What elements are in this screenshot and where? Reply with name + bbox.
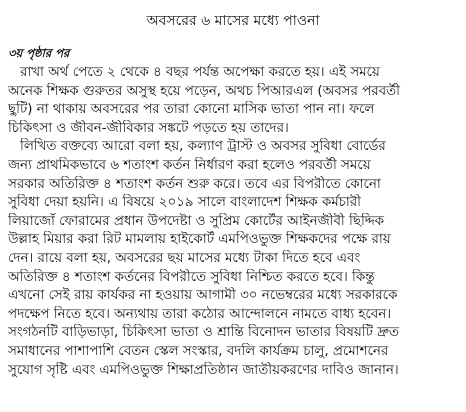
article-line: দেন। রায়ে বলা হয়, অবসরের ছয় মাসের মধ্যে টাকা দিতে হবে এবং — [8, 250, 361, 266]
article-line: চিকিৎসা ও জীবন-জীবিকার সঙ্কটে পড়তে হয় তাদের। — [8, 120, 289, 136]
article-line: এখনো সেই রায় কার্যকর না হওয়ায় আগামী ৩০ নভেম্বরের মধ্যে সরকারকে — [8, 288, 398, 304]
article-line: রাখা অর্থ পেতে ২ থেকে ৪ বছর পর্যন্ত অপেক্ষা করতে হয়। এই সময়ে — [20, 65, 380, 80]
article-line: অনেক শিক্ষক গুরুতর অসুস্থ হয়ে পড়েন, অথচ পিআরএল (অবসর পরবর্তী — [8, 83, 400, 99]
headline: অবসরের ৬ মাসের মধ্যে পাওনা — [146, 13, 320, 29]
article-line: সরকার অতিরিক্ত ৪ শতাংশ কর্তন শুরু করে। তবে এর বিপরীতে কোনো — [8, 176, 381, 192]
article-body — [8, 64, 460, 380]
article-line: উল্লাহ মিয়ার করা রিট মামলায় হাইকোর্ট এমপিওভুক্ত শিক্ষকদের পক্ষে রায় — [8, 232, 391, 248]
article-line: সমাধানের পাশাপাশি বেতন স্কেল সংস্কার, বদলি কার্যক্রম চালু, প্রমোশনের — [8, 343, 389, 359]
article-line: অতিরিক্ত ৪ শতাংশ কর্তনের বিপরীতে সুবিধা নিশ্চিত করতে হবে। কিন্তু — [8, 269, 375, 285]
article-line: লিয়াজোঁ ফোরামের প্রধান উপদেষ্টা ও সুপ্রিম কোর্টের আইনজীবী ছিদ্দিক — [8, 213, 385, 229]
article-line: জন্য প্রাথমিকভাবে ৬ শতাংশ কর্তন নির্ধারণ করা হলেও পরবর্তী সময়ে — [8, 157, 371, 173]
article-line: সুবিধা দেয়া হয়নি। এ বিষয়ে ২০১৯ সালে বাংলাদেশ শিক্ষক কর্মচারী — [8, 195, 361, 211]
article-line: সংগঠনটি বাড়িভাড়া, চিকিৎসা ভাতা ও শ্রান্তি বিনোদন ভাতার বিষয়টি দ্রুত — [8, 325, 399, 341]
article-line: ছুটি) না থাকায় অবসরের পর তারা কোনো মাসিক ভাতা পান না। ফলে — [8, 102, 375, 118]
article-line: লিখিত বক্তব্যে আরো বলা হয়, কল্যাণ ট্রাস্ট ও অবসর সুবিধা বোর্ডের — [20, 139, 386, 155]
article-line: সুযোগ সৃষ্টি এবং এমপিওভুক্ত শিক্ষাপ্রতিষ্ঠান জাতীয়করণের দাবিও জানান। — [8, 362, 399, 378]
article-line: পদক্ষেপ নিতে হবে। অন্যথায় তারা কঠোর আন্দোলনে নামতে বাধ্য হবেন। — [8, 306, 392, 322]
continued-from-label: ৩য় পৃষ্ঠার পর — [8, 46, 70, 60]
